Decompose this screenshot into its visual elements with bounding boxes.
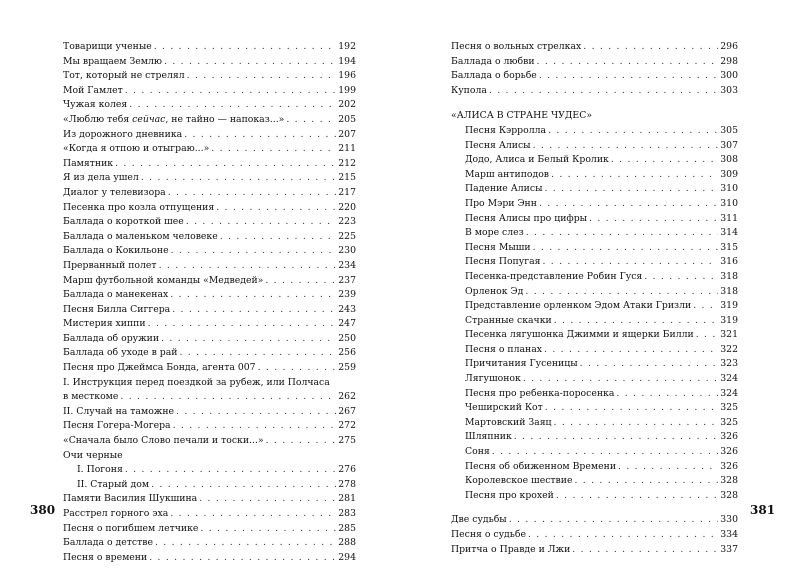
toc-entry-title: Лягушонок (465, 373, 521, 385)
toc-entry-line1: I. Инструкция перед поездкой за рубеж, или Полчаса (63, 376, 330, 388)
toc-entry-page: 207 (338, 128, 356, 140)
toc-entry (63, 274, 356, 289)
toc-entry (63, 434, 356, 449)
toc-entry (63, 55, 356, 70)
left-entries-block-2 (63, 405, 356, 449)
toc-entry-title: «Когда я отпою и отыграю...» (63, 143, 210, 155)
toc-entry-title: Притча о Правде и Лжи (451, 543, 571, 555)
toc-entry (451, 528, 738, 543)
toc-entry-page: 303 (720, 84, 738, 96)
toc-entry (451, 241, 738, 256)
toc-entry-title: I. Погоня (77, 464, 123, 476)
toc-entry-page: 337 (720, 543, 738, 555)
toc-entry-title: Песенка про козла отпущения (63, 201, 215, 213)
toc-entry-title: Расстрел горного эха (63, 508, 169, 519)
toc-entry-title: Баллада об уходе в рай (63, 347, 178, 359)
leader-dots (533, 139, 719, 154)
toc-entry-page: 220 (338, 201, 356, 213)
section-items (451, 124, 738, 503)
toc-entry-title: Соня (465, 446, 490, 458)
toc-entry-title: Песня Мыши (465, 241, 531, 253)
toc-entry (451, 543, 738, 558)
toc-entry (451, 182, 738, 197)
toc-entry-title: Тот, который не стрелял (63, 70, 185, 82)
toc-entry-page: 325 (720, 416, 738, 428)
toc-entry (451, 285, 738, 300)
toc-entry-title: Две судьбы (451, 514, 507, 526)
toc-entry (63, 113, 356, 128)
leader-dots (542, 255, 718, 270)
toc-entry-title: Песня Гогера-Могера (63, 420, 171, 432)
toc-entry-page: 300 (720, 70, 738, 82)
toc-entry-title: Товарищи ученые (63, 41, 152, 52)
toc-entry-title: Странные скачки (465, 314, 552, 326)
toc-entry-title: Песня Попугая (465, 256, 541, 268)
toc-entry-title: Про Мэри Энн (465, 197, 537, 209)
toc-entry-page: 285 (338, 522, 356, 534)
toc-entry (63, 492, 356, 507)
toc-entry-page: 194 (338, 55, 356, 67)
toc-entry (63, 478, 356, 493)
toc-entry-page: 192 (338, 41, 356, 52)
leader-dots (533, 241, 719, 256)
toc-entry-page: 324 (720, 373, 738, 385)
toc-entry-page: 234 (338, 259, 356, 271)
leader-dots (544, 182, 718, 197)
leader-dots (151, 478, 336, 493)
leader-dots (551, 168, 718, 183)
toc-entry-page: 319 (720, 300, 738, 312)
toc-entry-title: Песня о судьбе (451, 529, 526, 540)
toc-entry (451, 489, 738, 504)
leader-dots (554, 416, 719, 431)
toc-entry (451, 314, 738, 329)
toc-entry (63, 157, 356, 172)
toc-entry (63, 288, 356, 303)
leader-dots (545, 401, 718, 416)
toc-entry-title: Додо, Алиса и Белый Кролик (465, 154, 609, 166)
leader-dots (286, 113, 336, 128)
toc-entry-page: 247 (338, 318, 356, 330)
toc-entry-page: 239 (338, 289, 356, 301)
toc-entry-title: Песня о вольных стрелках (451, 41, 582, 52)
leader-dots (514, 430, 718, 445)
toc-entry (63, 186, 356, 201)
toc-entry-title: Баллада о маленьком человеке (63, 230, 218, 242)
leader-dots (176, 405, 336, 420)
toc-entry (63, 142, 356, 157)
toc-entry-page: 230 (338, 245, 356, 257)
toc-entry-title: Мартовский Заяц (465, 416, 552, 428)
leader-dots (548, 124, 718, 139)
leader-dots (154, 40, 337, 55)
toc-entry-page: 326 (720, 431, 738, 443)
toc-entry-page: 288 (338, 537, 356, 549)
toc-entry-title: В море слез (465, 227, 524, 239)
toc-entry (451, 226, 738, 241)
toc-entry (63, 69, 356, 84)
toc-entry-page: 328 (720, 475, 738, 487)
toc-entry (63, 317, 356, 332)
toc-entry (451, 416, 738, 431)
toc-entry-title: II. Старый дом (77, 478, 150, 490)
leader-dots (129, 98, 336, 113)
toc-entry-title: Мой Гамлет (63, 84, 123, 96)
toc-entry-page: 205 (338, 113, 356, 125)
leader-dots (265, 274, 336, 289)
toc-entry (451, 212, 738, 227)
leader-dots (171, 244, 337, 259)
toc-entry-title: Песня Билла Сиггера (63, 303, 171, 315)
leader-dots (199, 492, 336, 507)
toc-entry (451, 357, 738, 372)
toc-entry-title: Шляпник (465, 431, 512, 443)
toc-entry-title: Песня про ребенка-поросенка (465, 387, 615, 399)
toc-entry-title: Баллада об оружии (63, 332, 160, 344)
toc-entry-page: 276 (338, 464, 356, 476)
toc-entry-page: 275 (338, 435, 356, 447)
toc-entry-page: 225 (338, 230, 356, 242)
toc-entry-page: 314 (720, 227, 738, 239)
toc-entry-page: 217 (338, 186, 356, 198)
leader-dots (572, 543, 718, 558)
leader-dots (539, 69, 718, 84)
toc-entry-title: Песня про крохей (465, 489, 554, 501)
leader-dots (149, 551, 336, 566)
leader-dots (172, 303, 336, 318)
toc-entry (451, 445, 738, 460)
toc-entry (63, 230, 356, 245)
toc-entry (63, 346, 356, 361)
toc-entry-page: 315 (720, 241, 738, 253)
toc-entry (451, 299, 738, 314)
leader-dots (266, 434, 337, 449)
toc-entry-title: Диалог у телевизора (63, 186, 166, 198)
toc-entry-page: 326 (720, 460, 738, 472)
toc-entry-page: 256 (338, 347, 356, 359)
toc-entry-page: 328 (720, 489, 738, 501)
toc-entry-page: 318 (720, 285, 738, 297)
toc-entry-page: 243 (338, 303, 356, 315)
toc-entry-page: 267 (338, 405, 356, 417)
leader-dots (489, 84, 718, 99)
toc-entry-title: Баллада о любви (451, 55, 535, 67)
toc-entry-title: Купола (451, 84, 487, 96)
leader-dots (120, 390, 336, 405)
leader-dots (164, 55, 336, 70)
toc-entry (63, 128, 356, 143)
leader-dots (170, 507, 336, 522)
toc-entry-title: Я из дела ушел (63, 172, 139, 184)
leader-dots (539, 197, 718, 212)
leader-dots (616, 387, 718, 402)
leader-dots (525, 285, 718, 300)
toc-entry (451, 197, 738, 212)
toc-entry-title: «Люблю тебя сейчас, не тайно — напоказ...» (63, 113, 285, 125)
toc-entry-page: 212 (338, 157, 356, 169)
toc-entry-page: 307 (720, 139, 738, 151)
leader-dots (161, 332, 336, 347)
leader-dots (528, 528, 718, 543)
toc-entry-title: Из дорожного дневника (63, 128, 183, 140)
toc-entry-page: 199 (338, 84, 356, 96)
toc-entry (63, 259, 356, 274)
toc-entry-title: Мы вращаем Землю (63, 55, 163, 67)
toc-entry (451, 55, 738, 70)
leader-dots (537, 55, 719, 70)
toc-entry-title: Баллада о Кокильоне (63, 245, 169, 257)
toc-entry-page: 322 (720, 343, 738, 355)
toc-entry-title: Песня о времени (63, 551, 148, 563)
toc-entry-page: 281 (338, 493, 356, 505)
toc-entry-page: 237 (338, 274, 356, 286)
toc-entry-title: Марш антиподов (465, 168, 550, 180)
toc-entry-title: Памятник (63, 157, 114, 169)
toc-entry-title: Песня Кэрролла (465, 124, 547, 136)
toc-entry (451, 387, 738, 402)
leader-dots (211, 142, 336, 157)
toc-entry-page: 259 (338, 362, 356, 374)
toc-entry-title: Песня про Джеймса Бонда, агента 007 (63, 362, 256, 374)
toc-entry-title: Песенка лягушонка Джимми и ящерки Билли (465, 329, 694, 341)
toc-entry-page: 334 (720, 529, 738, 540)
toc-entry-page: 215 (338, 172, 356, 184)
toc-entry (63, 463, 356, 478)
toc-entry-title: Памяти Василия Шукшина (63, 493, 198, 505)
leader-dots (200, 522, 336, 537)
toc-entry-page: 323 (720, 358, 738, 370)
right-entries-block (451, 40, 738, 98)
toc-entry-page: 325 (720, 402, 738, 414)
left-entries-block-3 (63, 492, 356, 565)
leader-dots (580, 357, 719, 372)
leader-dots (187, 69, 337, 84)
toc-entry-page: 283 (338, 508, 356, 519)
toc-entry-page: 196 (338, 70, 356, 82)
leader-dots (141, 171, 336, 186)
toc-entry (63, 215, 356, 230)
leader-dots (125, 463, 336, 478)
toc-entry (451, 124, 738, 139)
toc-entry (63, 244, 356, 259)
leader-dots (173, 419, 337, 434)
toc-entry-page: 223 (338, 216, 356, 228)
toc-entry-title: Баллада о короткой шее (63, 216, 184, 228)
leader-dots (216, 201, 336, 216)
toc-entry-page: 278 (338, 478, 356, 490)
leader-dots (693, 299, 718, 314)
toc-entry-title: II. Случай на таможне (63, 405, 175, 417)
toc-entry-title: Песенка-представление Робин Гуся (465, 270, 643, 282)
toc-entry (63, 84, 356, 99)
toc-entry-title: Песня о погибшем летчике (63, 522, 199, 534)
leader-dots (179, 346, 336, 361)
toc-entry-page: 318 (720, 270, 738, 282)
toc-entry-title: Песня Алисы (465, 139, 531, 151)
toc-entry-title: Баллада о борьбе (451, 70, 537, 82)
toc-entry (451, 40, 738, 55)
leader-dots (589, 212, 718, 227)
leader-dots (125, 84, 337, 99)
toc-entry (63, 536, 356, 551)
toc-entry-multiline (63, 390, 356, 405)
toc-entry (63, 303, 356, 318)
toc-entry (451, 474, 738, 489)
toc-entry-title: в месткоме (63, 391, 119, 403)
toc-entry (451, 168, 738, 183)
toc-entry-title: Орленок Эд (465, 285, 524, 297)
toc-entry (451, 153, 738, 168)
leader-dots (186, 215, 336, 230)
toc-entry-title: Марш футбольной команды «Медведей» (63, 274, 264, 286)
toc-entry-title: Песня о планах (465, 343, 543, 355)
toc-entry (451, 372, 738, 387)
toc-entry-page: 202 (338, 99, 356, 111)
toc-entry (63, 551, 356, 566)
toc-entry (451, 69, 738, 84)
toc-entry-page: 211 (338, 143, 356, 155)
toc-entry (63, 332, 356, 347)
toc-entry-page: 321 (720, 329, 738, 341)
toc-entry (63, 405, 356, 420)
leader-dots (184, 128, 336, 143)
page-number-right: 381 (750, 503, 776, 517)
group-items (63, 463, 356, 492)
toc-entry-page: 310 (720, 197, 738, 209)
toc-entry-page: 250 (338, 332, 356, 344)
toc-entry-title: Баллада о манекенах (63, 289, 169, 301)
toc-entry-title: Прерванный полет (63, 259, 157, 271)
toc-entry-page: 309 (720, 168, 738, 180)
toc-entry-page: 316 (720, 256, 738, 268)
leader-dots (258, 361, 337, 376)
toc-entry-title: Баллада о детстве (63, 537, 153, 549)
leader-dots (583, 40, 718, 55)
toc-entry-page: 308 (720, 154, 738, 166)
toc-entry-page: 296 (720, 41, 738, 52)
toc-entry-page: 310 (720, 183, 738, 195)
toc-entry (451, 328, 738, 343)
group-label: Очи черные (63, 449, 123, 461)
toc-entry (451, 139, 738, 154)
leader-dots (574, 474, 718, 489)
toc-entry (63, 171, 356, 186)
leader-dots (168, 186, 337, 201)
toc-entry-page: 305 (720, 124, 738, 136)
toc-entry (451, 513, 738, 528)
page-number-left: 380 (30, 503, 56, 517)
toc-entry-page: 272 (338, 420, 356, 432)
section-heading: «АЛИСА В СТРАНЕ ЧУДЕС» (451, 110, 593, 122)
left-entries-block (63, 40, 356, 376)
toc-entry-title: Чеширский Кот (465, 402, 543, 414)
toc-entry-page: 298 (720, 55, 738, 67)
toc-entry-title: Представление орленком Эдом Атаки Гризли (465, 300, 692, 312)
leader-dots (148, 317, 337, 332)
leader-dots (554, 314, 719, 329)
right-page-toc (451, 40, 738, 557)
toc-entry (63, 419, 356, 434)
toc-entry-title: Падение Алисы (465, 183, 543, 195)
toc-entry-title: «Сначала было Слово печали и тоски...» (63, 435, 264, 447)
toc-entry-title: Королевское шествие (465, 475, 573, 487)
toc-entry-page: 324 (720, 387, 738, 399)
leader-dots (170, 288, 336, 303)
toc-entry-title: Песня об обиженном Времени (465, 460, 617, 472)
toc-entry-title: Чужая колея (63, 99, 128, 111)
toc-entry-page: 294 (338, 551, 356, 563)
toc-entry-title: Песня Алисы про цифры (465, 212, 588, 224)
toc-entry (63, 522, 356, 537)
toc-entry (451, 84, 738, 99)
leader-dots (509, 513, 719, 528)
toc-entry (63, 40, 356, 55)
toc-entry-title: Причитания Гусеницы (465, 358, 578, 370)
leader-dots (492, 445, 718, 460)
toc-entry (451, 460, 738, 475)
toc-entry (451, 401, 738, 416)
leader-dots (115, 157, 336, 172)
toc-entry (451, 343, 738, 358)
leader-dots (544, 343, 718, 358)
toc-entry-page: 311 (720, 212, 738, 224)
leader-dots (220, 230, 337, 245)
leader-dots (159, 259, 337, 274)
leader-dots (155, 536, 336, 551)
toc-entry-page: 330 (720, 514, 738, 526)
leader-dots (696, 328, 719, 343)
leader-dots (644, 270, 718, 285)
toc-entry-page: 262 (338, 391, 356, 403)
toc-entry-title: Мистерия хиппи (63, 318, 146, 330)
leader-dots (611, 153, 718, 168)
toc-entry (63, 201, 356, 216)
leader-dots (618, 460, 718, 475)
toc-entry (63, 98, 356, 113)
toc-entry (63, 507, 356, 522)
toc-entry-page: 326 (720, 446, 738, 458)
right-entries-block-2 (451, 513, 738, 557)
toc-entry (63, 361, 356, 376)
leader-dots (523, 372, 718, 387)
left-page-toc (63, 40, 356, 565)
toc-entry (451, 270, 738, 285)
toc-entry-page: 319 (720, 314, 738, 326)
toc-entry (451, 255, 738, 270)
toc-entry (451, 430, 738, 445)
leader-dots (526, 226, 719, 241)
leader-dots (556, 489, 718, 504)
